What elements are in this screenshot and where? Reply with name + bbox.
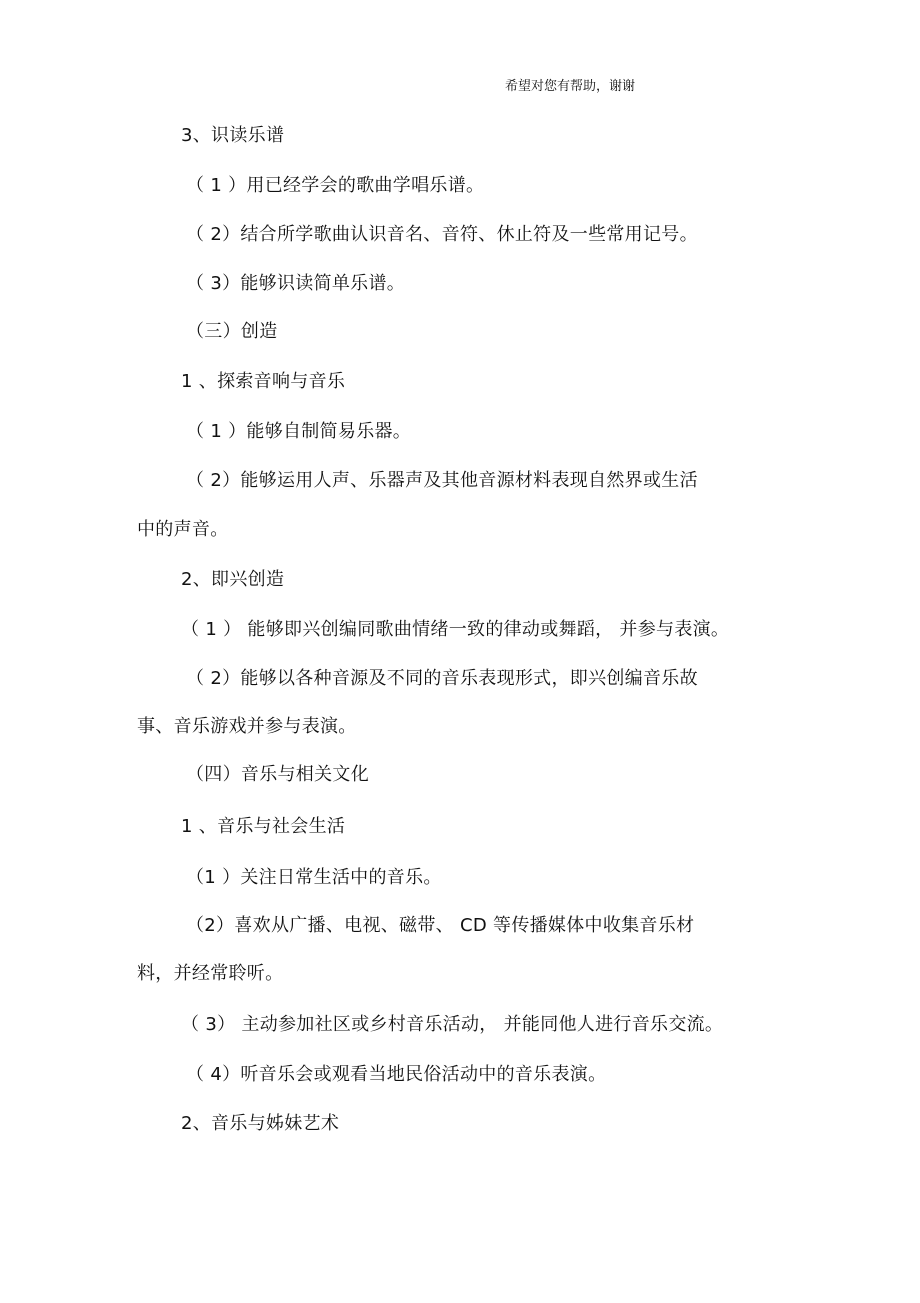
section-heading: 2、音乐与姊妹艺术 [181,1113,340,1134]
list-item: （ 1 ）能够自制简易乐器。 [186,421,412,442]
section-heading: 2、即兴创造 [181,569,285,590]
paragraph-continuation: 料，并经常聆听。 [137,963,284,984]
section-heading: 1 、探索音响与音乐 [181,371,346,392]
section-heading: （四）音乐与相关文化 [186,764,369,785]
list-item: （ 3）能够识读简单乐谱。 [186,273,406,294]
list-item: （ 2）能够以各种音源及不同的音乐表现形式，即兴创编音乐故 [186,668,698,689]
list-item: （ 1 ） 能够即兴创编同歌曲情绪一致的律动或舞蹈， 并参与表演。 [181,619,730,640]
list-item: （2）喜欢从广播、电视、磁带、 CD 等传播媒体中收集音乐材 [186,915,695,936]
list-item: （ 4）听音乐会或观看当地民俗活动中的音乐表演。 [186,1064,607,1085]
list-item: （ 1 ）用已经学会的歌曲学唱乐谱。 [186,175,485,196]
paragraph-continuation: 事、音乐游戏并参与表演。 [137,716,357,737]
page-header: 希望对您有帮助，谢谢 [505,79,636,94]
list-item: （ 2）能够运用人声、乐器声及其他音源材料表现自然界或生活 [186,470,698,491]
section-heading: （三）创造 [186,321,278,342]
list-item: （1 ）关注日常生活中的音乐。 [186,867,442,888]
list-item: （ 2）结合所学歌曲认识音名、音符、休止符及一些常用记号。 [186,224,698,245]
section-heading: 1 、音乐与社会生活 [181,816,346,837]
paragraph-continuation: 中的声音。 [137,519,229,540]
list-item: （ 3） 主动参加社区或乡村音乐活动， 并能同他人进行音乐交流。 [181,1014,724,1035]
section-heading: 3、识读乐谱 [181,125,285,146]
